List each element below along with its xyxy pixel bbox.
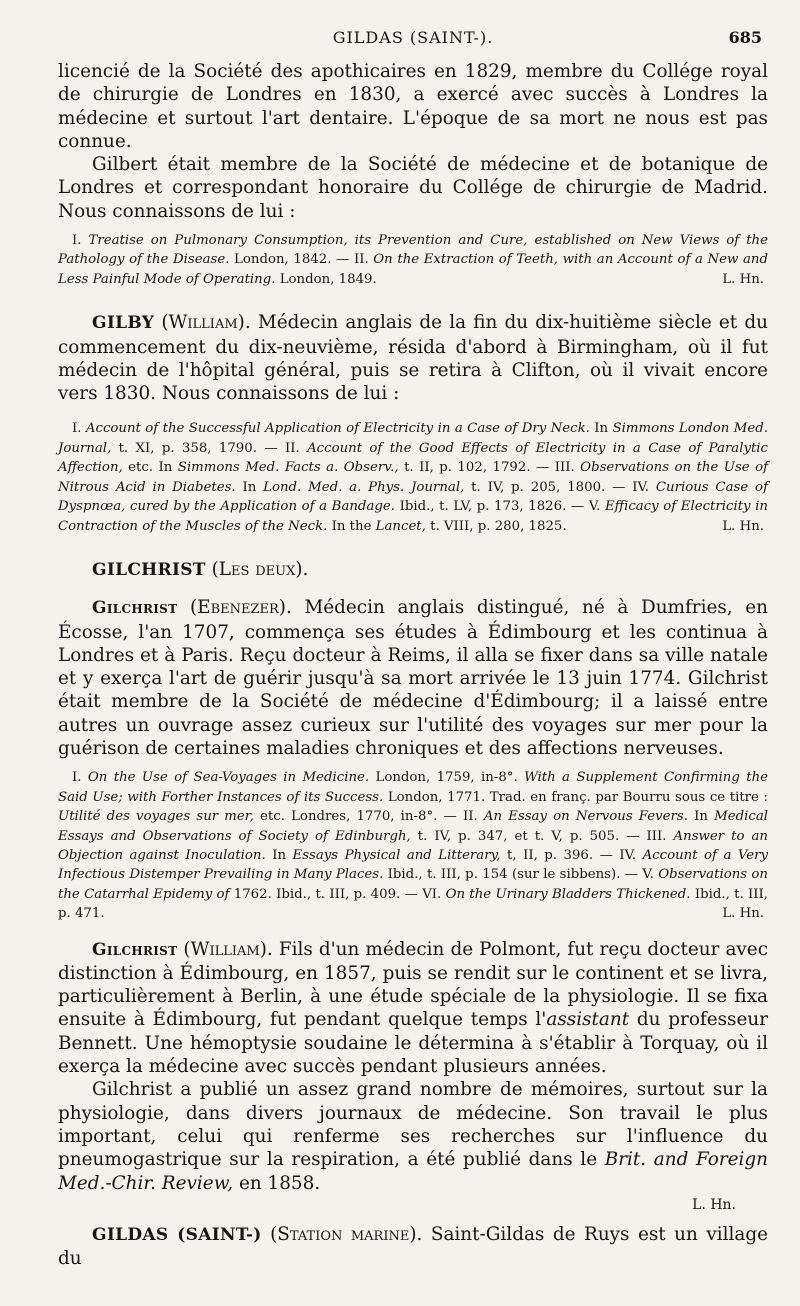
work-text: In [589, 421, 613, 437]
work-title: On the Use of Sea-Voyages in Medicine. [87, 770, 370, 786]
entry-headword: Gilchrist [92, 598, 178, 619]
entry-name: (Les deux). [211, 558, 309, 580]
work-text: t. IV, p. 347, et t. V, p. 505. — III. [410, 828, 674, 844]
work-title: An Essay on Nervous Fevers. [483, 809, 688, 825]
work-title: Simmons London Med. Journal, [58, 421, 768, 456]
gilbert-paragraph: Gilbert était membre de la Société de médecine et de botanique de Londres et correspondant honoraire du Collége de chirurgie de Madrid. Nous connaissons de lui : [58, 154, 768, 222]
work-title: Curious Case of Dyspnœa, cured by the Application of a Bandage. [58, 479, 768, 515]
entry-name: (Station marine). [270, 1223, 423, 1245]
work-title: With a Supplement Confirming the Said Use; with Forther Instances of its Success. [58, 770, 769, 805]
journal-title: Brit. and Foreign Med.-Chir. Review, [58, 1149, 768, 1194]
work-text: In [687, 809, 715, 825]
work-text: etc. Londres, 1770, in-8°. — II. [253, 809, 484, 825]
work-text: Ibid., t. LV, p. 173, 1826. — V. [394, 499, 605, 515]
work-text: t, II, p. 396. — IV. [500, 847, 643, 863]
work-title: Lond. Med. a. Phys. Journal, [263, 479, 465, 495]
gilby-entry [58, 311, 768, 405]
entry-name: (William). [161, 312, 251, 334]
work-title: Medical Essays and Observations of Society of Edinburgh, [58, 809, 769, 844]
work-text: I. [72, 421, 86, 437]
work-title: Answer to an Objection against Inoculation. [58, 828, 768, 863]
entry-headword: Gilchrist [92, 939, 178, 960]
work-title: On the Urinary Bladders Thickened. [445, 886, 691, 902]
work-text: I. [72, 233, 89, 249]
signature: L. Hn. [722, 518, 764, 534]
work-text: Ibid., t. III, p. 154 (sur le sibbens). — V. [383, 867, 659, 883]
signature: L. Hn. [692, 1196, 736, 1213]
gilby-bibliography [58, 419, 768, 535]
work-text: t. XI, p. 358, 1790. — II. [111, 440, 308, 456]
work-title: Observations on the Catarrhal Epidemy of [58, 867, 768, 902]
signature: L. Hn. [722, 271, 764, 287]
william-entry [58, 938, 768, 1079]
entry-text: Gilchrist a publié un assez grand nombre de mémoires, surtout sur la physiologie, dans divers journaux de médecine. Son travail le plus important, celui qui renferme ses recherches sur l'influence du pneumogastrique sur la respiration, a été publié dans le [58, 1079, 768, 1171]
work-text: London, 1849. [275, 271, 377, 287]
work-text: I. [72, 770, 88, 786]
entry-text: Fils d'un médecin de Polmont, fut reçu docteur avec distinction à Édimbourg, en 1857, puis se rendit sur le continent et se livra, particulièrement à Berlin, à une étude spéciale de la physiologie. Il se fixa ensuite à Édimbourg, fut pendant quelque temps l' [58, 938, 768, 1031]
work-title: Account of a Very Infectious Distemper Prevailing in Many Places. [58, 847, 768, 883]
gildas-entry [58, 1223, 768, 1271]
entry-text: en 1858. [233, 1172, 321, 1194]
gilbert-continuation: licencié de la Société des apothicaires en 1829, membre du Collége royal de chirurgie de Londres en 1830, a exercé avec succès à Londres la médecine et surtout l'art dentaire. L'époque de sa mort ne nous est pas connue. [58, 61, 768, 152]
work-text: 1762. Ibid., t. III, p. 409. — VI. [229, 886, 446, 902]
work-text: In [235, 479, 264, 495]
work-title: Utilité des voyages sur mer, [58, 809, 254, 825]
work-title: Simmons Med. Facts a. Observ., [177, 460, 399, 476]
work-title: Account of the Successful Application of Electricity in a Case of Dry Neck. [85, 421, 590, 437]
work-title: Essays Physical and Litterary, [292, 847, 501, 863]
work-text: In the [327, 518, 376, 534]
work-title: Lancet, [375, 518, 426, 534]
william-paragraph [58, 1078, 768, 1194]
work-text: London, 1759, in-8°. [369, 770, 525, 786]
entry-headword: GILBY [92, 313, 155, 334]
entry-text: Médecin anglais de la fin du dix-huitième siècle et du commencement du dix-neuvième, résida d'abord à Birmingham, où il fut médecin de l'hôpital général, puis se retira à Clifton, où il vivait encore vers 1830. Nous connaissons de lui : [58, 312, 768, 405]
work-text: etc. In [122, 460, 178, 476]
work-title: Observations on the Use of Nitrous Acid in Diabetes. [58, 460, 769, 495]
gilbert-bibliography [58, 231, 768, 289]
work-title: On the Extraction of Teeth, with an Account of a New and Less Painful Mode of Operating. [58, 252, 768, 287]
work-text: t. II, p. 102, 1792. — III. [398, 460, 581, 476]
signature: L. Hn. [722, 906, 764, 922]
work-text: In [265, 847, 293, 863]
ebenezer-entry [58, 596, 768, 760]
entry-name: (Ebenezer). [189, 597, 292, 619]
work-text: Ibid., t. III, p. 471. [58, 886, 769, 922]
running-head: GILDAS (SAINT-). [332, 28, 494, 47]
page-number: 685 [728, 28, 762, 47]
work-title: Treatise on Pulmonary Consumption, its Prevention and Cure, established on New Views of the Pathology of the Disease. [58, 233, 768, 268]
page-header [58, 0, 768, 47]
entry-text: Saint-Gildas de Ruys est un village du [58, 1223, 768, 1270]
entry-text: du professeur Bennett. Une hémoptysie soudaine le détermina à s'établir à Torquay, où il exerça la médecine avec succès pendant plusieurs années. [58, 1009, 768, 1078]
work-text: t. VIII, p. 280, 1825. [425, 518, 567, 534]
work-title: Account of the Good Effects of Electricity in a Case of Paralytic Affection, [58, 440, 769, 476]
entry-italic: assistant [546, 1009, 630, 1031]
entry-name: (William). [183, 938, 273, 960]
work-text: London, 1842. — II. [229, 252, 374, 268]
entry-text: Médecin anglais distingué, né à Dumfries, en Écosse, l'an 1707, commença ses études à Édimbourg et les continua à Londres et à Paris. Reçu docteur à Reims, il alla se fixer dans sa ville natale et y exerça l'art de guérir jusqu'à sa mort arrivée le 13 juin 1774. Gilchrist était membre de la Société de médecine d'Édimbourg; il a laissé entre autres un ouvrage assez curieux sur l'utilité des voyages sur mer pour la guérison de certaines maladies chroniques et des affections nerveuses. [58, 597, 768, 759]
ebenezer-bibliography [58, 768, 768, 923]
gilchrist-heading [58, 558, 768, 582]
work-text: t. IV, p. 205, 1800. — IV. [464, 479, 656, 495]
entry-headword: GILCHRIST [92, 559, 206, 580]
work-title: Efficacy of Electricity in Contraction of the Muscles of the Neck. [58, 499, 768, 534]
work-text: London, 1771. Trad. en franç. par Bourru sous ce titre : [383, 789, 768, 805]
entry-headword: GILDAS (SAINT-) [92, 1224, 262, 1245]
